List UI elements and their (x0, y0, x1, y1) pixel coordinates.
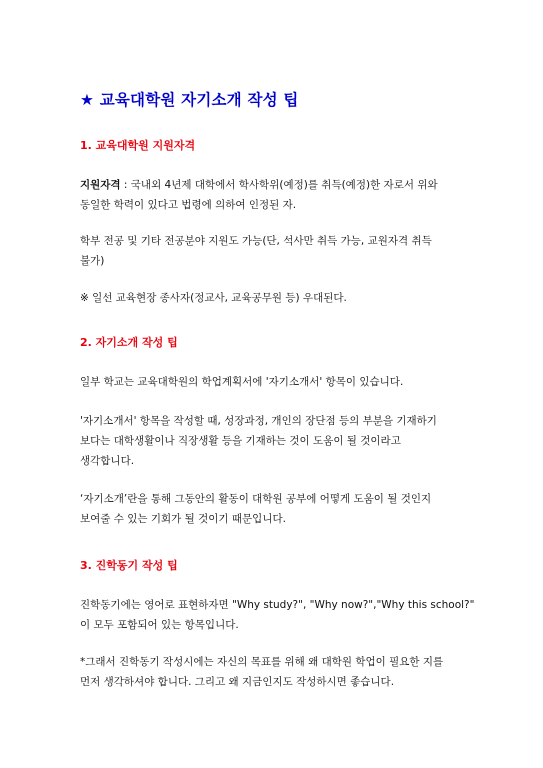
paragraph-line: 보다는 대학생활이나 직장생활 등을 기재하는 것이 도움이 될 것이라고 (80, 435, 401, 447)
paragraph-line: 보여줄 수 있는 기회가 될 것이기 때문입니다. (80, 513, 286, 525)
paragraph-line (80, 175, 475, 195)
paragraph-line: 학부 전공 및 기타 전공분야 지원도 가능(단, 석사만 취득 가능, 교원자격 취득 (80, 235, 432, 247)
paragraph-self-intro-3 (80, 489, 475, 529)
paragraph-line: '자기소개서' 항목을 작성할 때, 성장과정, 개인의 장단점 등의 부분을 기재하기 (80, 415, 437, 427)
eligibility-text: : 국내외 4년제 대학에서 학사학위(예정)를 취득(예정)한 자로서 위와 (120, 179, 438, 191)
section-heading-self-intro: 2. 자기소개 작성 팁 (80, 336, 178, 349)
paragraph-line: 동일한 학력이 있다고 법령에 의하여 인정된 자. (80, 199, 297, 211)
paragraph-preference-note (80, 288, 475, 308)
paragraph-major-note (80, 231, 475, 271)
paragraph-line: 진학동기에는 영어로 표현하자면 "Why study?", "Why now?","Why this school?" (80, 599, 475, 611)
paragraph-line: 먼저 생각하셔야 합니다. 그리고 왜 지금인지도 작성하시면 좋습니다. (80, 676, 395, 688)
paragraph-line: 일부 학교는 교육대학원의 학업계획서에 '자기소개서' 항목이 있습니다. (80, 376, 404, 388)
paragraph-motivation-1 (80, 595, 475, 635)
eligibility-label: 지원자격 (80, 179, 121, 191)
paragraph-line: ‘자기소개’란을 통해 그동안의 활동이 대학원 공부에 어떻게 도움이 될 것인지 (80, 493, 432, 505)
section-heading-motivation: 3. 진학동기 작성 팁 (80, 559, 178, 572)
paragraph-self-intro-2 (80, 411, 475, 471)
paragraph-eligibility (80, 175, 475, 215)
section-heading-eligibility: 1. 교육대학원 지원자격 (80, 139, 196, 152)
document-title: ★ 교육대학원 자기소개 작성 팁 (80, 91, 299, 109)
paragraph-motivation-2 (80, 652, 475, 692)
paragraph-line: 이 모두 포함되어 있는 항목입니다. (80, 619, 239, 631)
paragraph-line: 생각합니다. (80, 455, 135, 467)
paragraph-self-intro-1 (80, 372, 475, 392)
paragraph-line: *그래서 진학동기 작성시에는 자신의 목표를 위해 왜 대학원 학업이 필요한 지를 (80, 656, 444, 668)
paragraph-line: 불가) (80, 255, 105, 267)
paragraph-line: ※ 일선 교육현장 종사자(정교사, 교육공무원 등) 우대된다. (80, 292, 347, 304)
